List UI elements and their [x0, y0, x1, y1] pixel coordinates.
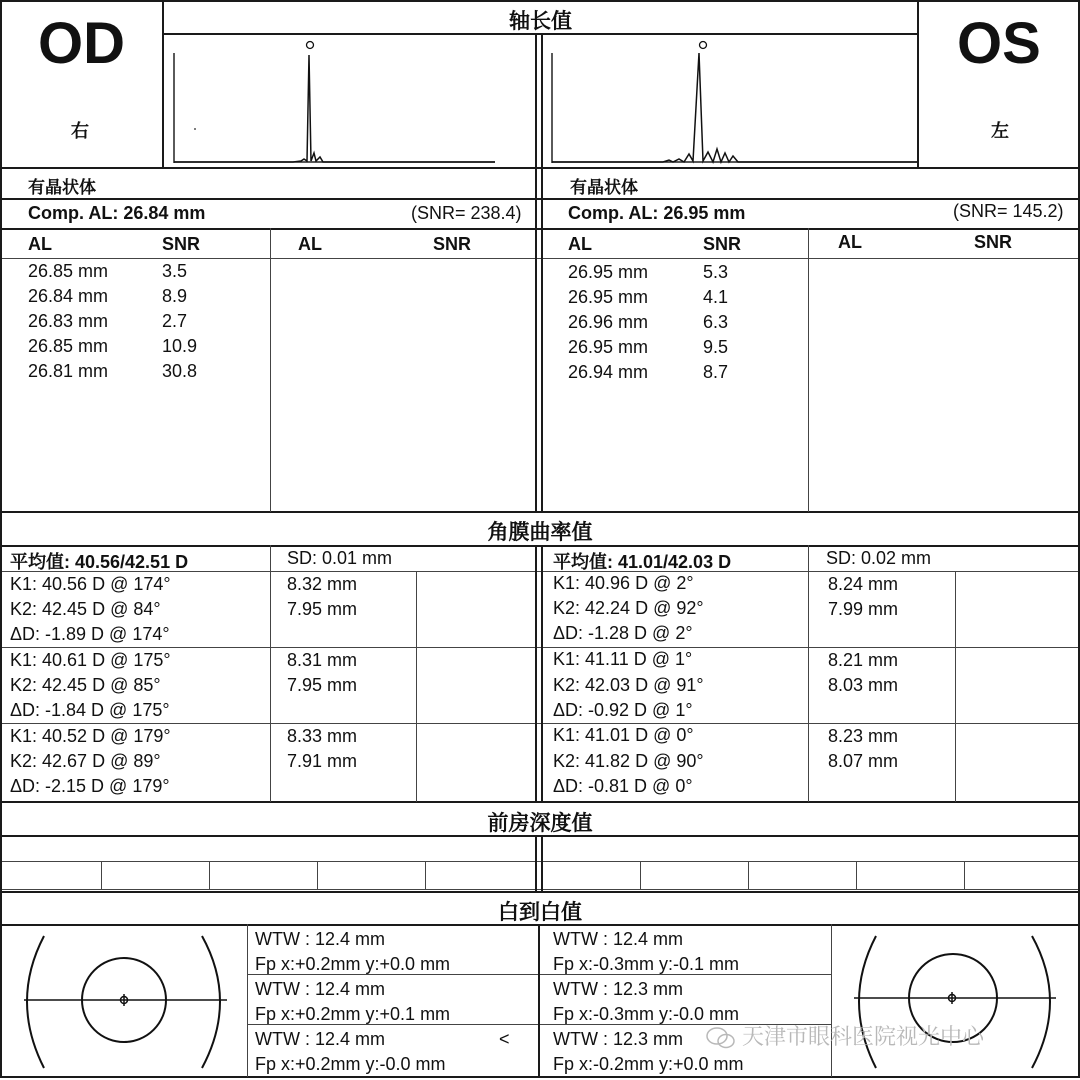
os-dk-1: ΔD: -1.28 D @ 2° — [553, 623, 693, 643]
os-wtw-2: WTW : 12.3 mm — [553, 979, 683, 999]
od-al-3: 26.83 mm — [28, 311, 109, 331]
od-snr-3: 2.7 — [162, 311, 188, 331]
od-al-5: 26.81 mm — [28, 361, 109, 381]
os-side-label: 左 — [991, 121, 1009, 141]
od-ascan-plot — [163, 35, 535, 167]
od-side-label: 右 — [71, 121, 89, 141]
os-k2-3: K2: 41.82 D @ 90° — [553, 751, 704, 771]
os-snr-1: 5.3 — [703, 262, 729, 282]
od-right-limbus-arc — [202, 936, 220, 1068]
os-r1-2: 8.21 mm — [828, 650, 899, 670]
os-ascan-plot — [543, 35, 917, 167]
os-right-limbus-arc — [1032, 936, 1050, 1068]
od-col-snr-2: SNR — [433, 234, 472, 254]
os-eye-diagram — [832, 926, 1078, 1076]
od-r1-2: 8.31 mm — [287, 650, 358, 670]
os-dk-3: ΔD: -0.81 D @ 0° — [553, 776, 693, 796]
wtw-title: 白到白值 — [498, 901, 582, 924]
os-al-5: 26.94 mm — [568, 362, 649, 382]
os-snr-total: (SNR= 145.2) — [953, 201, 1064, 221]
wechat-icon — [706, 1027, 736, 1049]
os-al-4: 26.95 mm — [568, 337, 649, 357]
od-wtw-2: WTW : 12.4 mm — [255, 979, 385, 999]
os-col-al: AL — [568, 234, 592, 254]
os-r1-1: 8.24 mm — [828, 574, 899, 594]
od-dk-2: ΔD: -1.84 D @ 175° — [10, 700, 170, 720]
od-dk-1: ΔD: -1.89 D @ 174° — [10, 624, 170, 644]
os-col-snr-2: SNR — [974, 232, 1013, 252]
os-k2-1: K2: 42.24 D @ 92° — [553, 598, 704, 618]
os-r2-1: 7.99 mm — [828, 599, 899, 619]
od-comp-al: Comp. AL: 26.84 mm — [28, 203, 206, 223]
od-snr-2: 8.9 — [162, 286, 188, 306]
watermark-text: 天津市眼科医院视光中心 — [742, 1024, 985, 1049]
os-col-snr: SNR — [703, 234, 742, 254]
od-peak-marker — [307, 42, 314, 49]
os-k1-1: K1: 40.96 D @ 2° — [553, 573, 694, 593]
os-peak-marker — [700, 42, 707, 49]
os-snr-4: 9.5 — [703, 337, 729, 357]
os-fp-3: Fp x:-0.2mm y:+0.0 mm — [553, 1054, 744, 1074]
od-fp-1: Fp x:+0.2mm y:+0.0 mm — [255, 954, 451, 974]
od-wtw-arrow: < — [499, 1029, 510, 1049]
od-lens-status: 有晶状体 — [28, 178, 96, 197]
os-fp-1: Fp x:-0.3mm y:-0.1 mm — [553, 954, 740, 974]
os-al-1: 26.95 mm — [568, 262, 649, 282]
keratometry-title: 角膜曲率值 — [487, 521, 593, 544]
os-r2-2: 8.03 mm — [828, 675, 899, 695]
os-ascan-waveform — [552, 53, 917, 162]
acd-title: 前房深度值 — [487, 812, 593, 835]
od-col-al-2: AL — [298, 234, 322, 254]
od-fp-3: Fp x:+0.2mm y:-0.0 mm — [255, 1054, 446, 1074]
od-r1-3: 8.33 mm — [287, 726, 358, 746]
od-dk-3: ΔD: -2.15 D @ 179° — [10, 776, 170, 796]
od-k2-3: K2: 42.67 D @ 89° — [10, 751, 161, 771]
od-snr-total: (SNR= 238.4) — [411, 203, 522, 223]
od-r1-1: 8.32 mm — [287, 574, 358, 594]
os-fp-2: Fp x:-0.3mm y:-0.0 mm — [553, 1004, 740, 1024]
od-r2-2: 7.95 mm — [287, 675, 358, 695]
od-k1-3: K1: 40.52 D @ 179° — [10, 726, 171, 746]
os-k1-2: K1: 41.11 D @ 1° — [553, 649, 693, 669]
od-snr-5: 30.8 — [162, 361, 198, 381]
od-k1-2: K1: 40.61 D @ 175° — [10, 650, 171, 670]
od-snr-4: 10.9 — [162, 336, 198, 356]
od-left-limbus-arc — [27, 936, 44, 1068]
od-plot-dot — [194, 128, 196, 130]
od-sd: SD: 0.01 mm — [287, 548, 393, 568]
axial-length-title: 轴长值 — [509, 10, 572, 33]
os-lens-status: 有晶状体 — [570, 178, 638, 197]
os-mean-k: 平均值: 41.01/42.03 D — [553, 552, 732, 572]
os-r2-3: 8.07 mm — [828, 751, 899, 771]
od-al-1: 26.85 mm — [28, 261, 109, 281]
od-ascan-waveform — [174, 55, 495, 162]
os-label: OS — [957, 11, 1041, 76]
od-r2-3: 7.91 mm — [287, 751, 358, 771]
os-al-3: 26.96 mm — [568, 312, 649, 332]
watermark — [706, 1020, 984, 1051]
os-snr-2: 4.1 — [703, 287, 729, 307]
os-r1-3: 8.23 mm — [828, 726, 899, 746]
os-snr-5: 8.7 — [703, 362, 729, 382]
od-r2-1: 7.95 mm — [287, 599, 358, 619]
os-comp-al: Comp. AL: 26.95 mm — [568, 203, 746, 223]
od-al-4: 26.85 mm — [28, 336, 109, 356]
od-fp-2: Fp x:+0.2mm y:+0.1 mm — [255, 1004, 451, 1024]
os-dk-2: ΔD: -0.92 D @ 1° — [553, 700, 693, 720]
od-k2-1: K2: 42.45 D @ 84° — [10, 599, 161, 619]
os-col-al-2: AL — [838, 232, 862, 252]
od-mean-k: 平均值: 40.56/42.51 D — [10, 552, 189, 572]
od-k1-1: K1: 40.56 D @ 174° — [10, 574, 171, 594]
os-k1-3: K1: 41.01 D @ 0° — [553, 725, 694, 745]
od-col-al: AL — [28, 234, 52, 254]
od-wtw-1: WTW : 12.4 mm — [255, 929, 385, 949]
od-al-2: 26.84 mm — [28, 286, 109, 306]
os-snr-3: 6.3 — [703, 312, 729, 332]
od-eye-diagram — [2, 926, 247, 1076]
os-sd: SD: 0.02 mm — [826, 548, 932, 568]
os-al-2: 26.95 mm — [568, 287, 649, 307]
od-snr-1: 3.5 — [162, 261, 188, 281]
od-wtw-3: WTW : 12.4 mm — [255, 1029, 385, 1049]
os-wtw-1: WTW : 12.4 mm — [553, 929, 683, 949]
os-wtw-3: WTW : 12.3 mm — [553, 1029, 683, 1049]
os-k2-2: K2: 42.03 D @ 91° — [553, 675, 704, 695]
od-k2-2: K2: 42.45 D @ 85° — [10, 675, 161, 695]
od-label: OD — [38, 11, 125, 76]
od-col-snr: SNR — [162, 234, 201, 254]
